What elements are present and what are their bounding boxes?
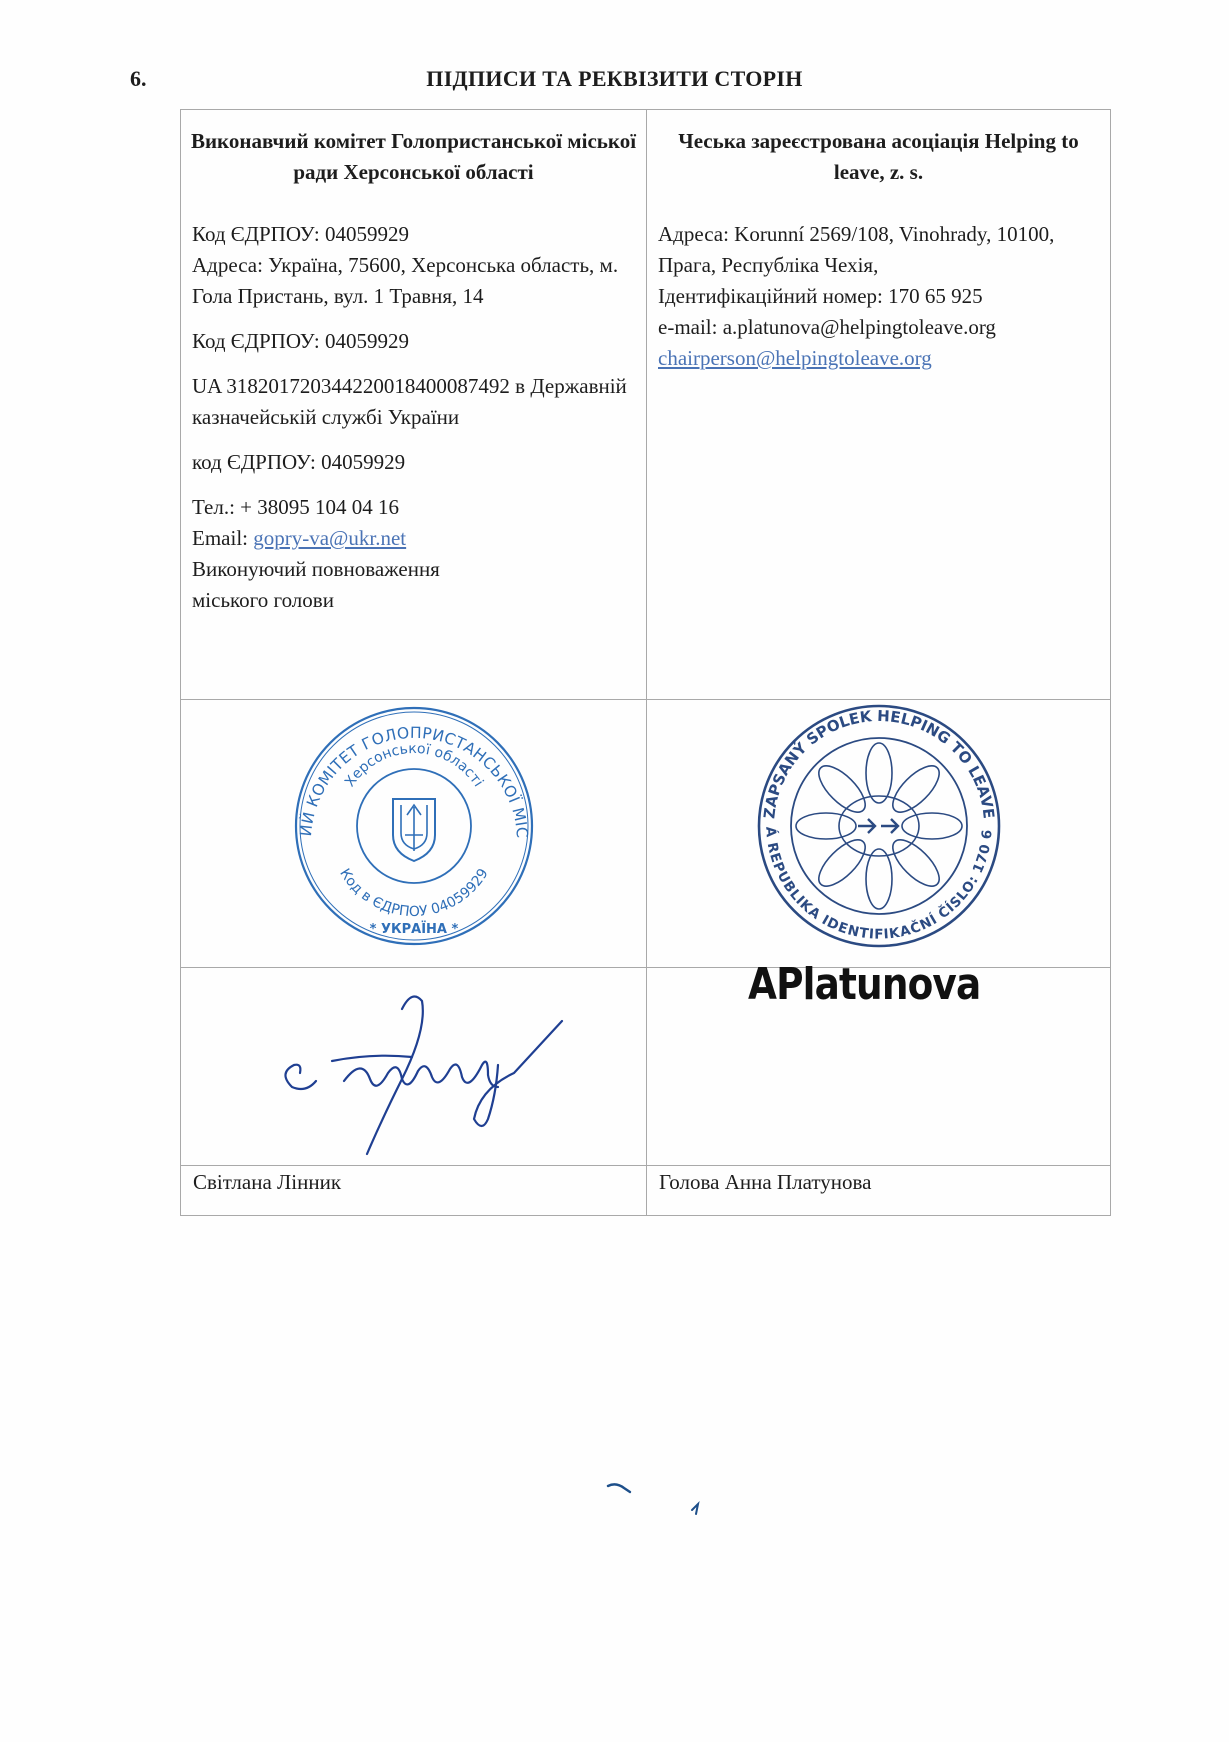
- right-stamp-bottom-text: Á REPUBLIKA IDENTIFIKAČNÍ ČÍSLO: 170 6: [761, 826, 996, 943]
- left-stamp: [289, 701, 539, 951]
- section-number: 6.: [130, 66, 147, 91]
- right-stamp-top-text: ZAPSANÝ SPOLEK HELPING TO LEAVE: [759, 706, 998, 820]
- left-party-details: [181, 110, 647, 700]
- right-signature: APlatunova: [748, 959, 981, 1010]
- left-party-name: Виконавчий комітет Голопристанської міської ради Херсонської області: [190, 129, 637, 184]
- right-stamp: [754, 701, 1004, 951]
- left-stamp-code-text: Код в ЄДРПОУ 04059929: [335, 865, 492, 921]
- left-code-2: Код ЄДРПОУ: 04059929: [192, 329, 409, 353]
- left-email-line: [192, 523, 637, 554]
- left-phone: Тел.: + 38095 104 04 16: [192, 495, 400, 519]
- left-code-3: код ЄДРПОУ: 04059929: [192, 450, 406, 474]
- right-signature-cell: [647, 959, 1111, 1166]
- stamps-row: [181, 700, 1111, 968]
- left-signer-name: Світлана Лінник: [181, 1166, 647, 1216]
- flower-icon: [796, 743, 962, 909]
- right-email-1: e-mail: a.platunova@helpingtoleave.org: [658, 315, 996, 339]
- signatures-row: [181, 968, 1111, 1166]
- left-email-link[interactable]: gopry-va@ukr.net: [253, 526, 407, 550]
- right-address: Адреса: Korunní 2569/108, Vinohrady, 10100, Прага, Республіка Чехія,: [658, 222, 1055, 277]
- right-email-2-link[interactable]: chairperson@helpingtoleave.org: [658, 346, 932, 370]
- left-stamp-cell: [181, 700, 647, 968]
- left-stamp-outer-text: ИЙ КОМІТЕТ ГОЛОПРИСТАНСЬКОЇ МІС: [296, 723, 531, 839]
- left-email-label: Email:: [192, 526, 254, 550]
- section-heading: [0, 60, 1229, 100]
- right-party-details: [647, 110, 1111, 700]
- names-row: [181, 1166, 1111, 1216]
- right-party-name: Чеська зареєстрована асоціація Helping to leave, z. s.: [678, 129, 1079, 184]
- left-stamp-inner-text: Херсонської області: [341, 740, 486, 790]
- svg-text:Код в ЄДРПОУ 04059929: [336, 866, 492, 920]
- right-id-number: Ідентифікаційний номер: 170 65 925: [658, 284, 983, 308]
- double-arrow-icon: [858, 819, 898, 833]
- signatures-table: [180, 109, 1111, 1216]
- left-iban: UA 318201720344220018400087492 в Державній казначейській службі України: [192, 374, 627, 429]
- left-code-1: Код ЄДРПОУ: 04059929: [192, 222, 409, 246]
- right-stamp-cell: [647, 700, 1111, 968]
- trident-icon: [393, 799, 435, 861]
- right-stamp-inner-ring: [791, 738, 967, 914]
- details-row: [181, 110, 1111, 700]
- left-stamp-country-text: * УКРАЇНА *: [369, 922, 458, 937]
- left-position: Виконуючий повноваження міського голови: [192, 557, 440, 612]
- left-signature: [262, 969, 642, 1159]
- left-signature-cell: [181, 968, 647, 1166]
- ink-mark: [606, 1478, 636, 1498]
- right-signer-name: Голова Анна Платунова: [647, 1166, 1111, 1216]
- left-address: Адреса: Україна, 75600, Херсонська область, м. Гола Пристань, вул. 1 Травня, 14: [192, 253, 619, 308]
- ink-tick: [688, 1500, 708, 1520]
- section-title: ПІДПИСИ ТА РЕКВІЗИТИ СТОРІН: [426, 66, 803, 91]
